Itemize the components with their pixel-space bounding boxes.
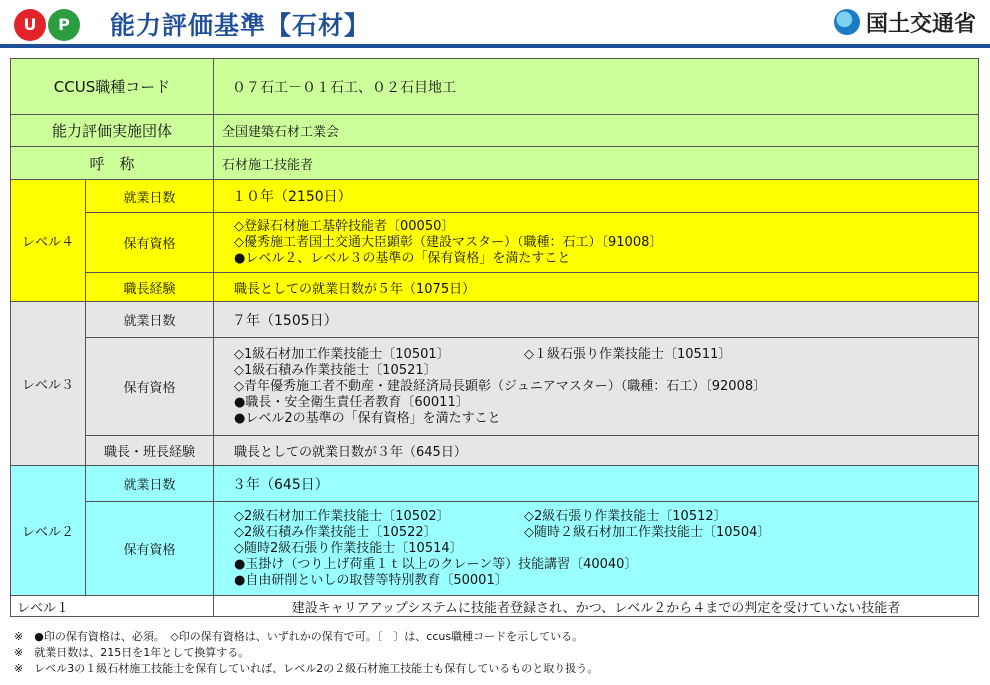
list-item: ●職長・安全衛生責任者教育〔60011〕 xyxy=(234,394,469,410)
level4-label: レベル４ xyxy=(11,180,86,302)
footnotes xyxy=(14,629,598,677)
level4-days-label: 就業日数 xyxy=(86,180,214,213)
list-item xyxy=(234,347,970,363)
ministry-brand xyxy=(834,6,976,38)
list-item: ◇登録石材施工基幹技能者〔00050〕 xyxy=(234,218,455,234)
list-item: ◇随時2級石張り作業技能士〔10514〕 xyxy=(234,540,463,556)
list-item: ●レベル２、レベル３の基準の「保有資格」を満たすこと xyxy=(234,250,571,266)
level4-exp-label: 職長経験 xyxy=(86,273,214,302)
evaluation-body-label: 能力評価実施団体 xyxy=(11,115,214,147)
level3-exp-label: 職長・班長経験 xyxy=(86,436,214,466)
list-item xyxy=(234,525,970,541)
list-item: ◇優秀施工者国土交通大臣顕彰（建設マスター）（職種：石工）〔91008〕 xyxy=(234,234,663,250)
ministry-name: 国土交通省 xyxy=(865,11,976,37)
level4-exp-row xyxy=(11,273,979,302)
list-item: ●玉掛け（つり上げ荷重１ｔ以上のクレーン等）技能講習〔40040〕 xyxy=(234,556,638,572)
level2-qual-row xyxy=(11,502,979,596)
level4-qual-label: 保有資格 xyxy=(86,213,214,273)
footnote: ※ レベル3の１級石材施工技能士を保有していれば、レベル2の２級石材施工技能士も保有しているものと取り扱う。 xyxy=(14,662,599,675)
level2-days-value: ３年（645日） xyxy=(214,466,979,502)
level3-qual-list xyxy=(214,338,979,436)
job-title-value: 石材施工技能者 xyxy=(214,147,979,180)
list-item-left: ◇2級石材加工作業技能士〔10502〕 xyxy=(234,508,450,524)
level2-qual-label: 保有資格 xyxy=(86,502,214,596)
list-item: ◇1級石積み作業技能士〔10521〕 xyxy=(234,362,437,378)
criteria-table xyxy=(10,58,979,617)
level4-days-row xyxy=(11,180,979,213)
up-logo xyxy=(10,5,90,43)
ccus-code-row xyxy=(11,59,979,115)
ccus-code-value: ０７石工－０１石工、０２石目地工 xyxy=(214,59,979,115)
list-item: ●自由研削といしの取替等特別教育〔50001〕 xyxy=(234,572,508,588)
list-item-left: ◇1級石材加工作業技能士〔10501〕 xyxy=(234,346,450,362)
list-item-right: ◇１級石張り作業技能士〔10511〕 xyxy=(524,346,732,362)
level4-qual-row xyxy=(11,213,979,273)
list-item xyxy=(234,509,970,525)
level3-exp-row xyxy=(11,436,979,466)
list-item-right: ◇随時２級石材加工作業技能士〔10504〕 xyxy=(524,524,771,540)
list-item: ◇青年優秀施工者不動産・建設経済局長顕彰（ジュニアマスター）（職種：石工）〔92008〕 xyxy=(234,378,767,394)
footnote: ※ ●印の保有資格は、必須。 ◇印の保有資格は、いずれかの保有で可。〔 〕は、ccus職種コードを示している。 xyxy=(14,630,584,643)
header xyxy=(0,0,990,46)
level3-days-value: ７年（1505日） xyxy=(214,302,979,338)
level3-days-row xyxy=(11,302,979,338)
level1-value: 建設キャリアアップシステムに技能者登録され、かつ、レベル２から４までの判定を受けていない技能者 xyxy=(214,596,979,617)
page-title: 能力評価基準【石材】 xyxy=(110,11,371,40)
level2-label: レベル２ xyxy=(11,466,86,596)
evaluation-body-value: 全国建築石材工業会 xyxy=(214,115,979,147)
level4-qual-list xyxy=(214,213,979,273)
level2-days-label: 就業日数 xyxy=(86,466,214,502)
level3-qual-label: 保有資格 xyxy=(86,338,214,436)
logo-letter-u: U xyxy=(14,9,46,41)
list-item-left: ◇2級石積み作業技能士〔10522〕 xyxy=(234,524,437,540)
level4-exp-value: 職長としての就業日数が５年（1075日） xyxy=(214,273,979,302)
evaluation-body-row xyxy=(11,115,979,147)
level2-qual-list xyxy=(214,502,979,596)
header-divider xyxy=(0,44,990,48)
footnote: ※ 就業日数は、215日を1年として換算する。 xyxy=(14,646,250,659)
job-title-row xyxy=(11,147,979,180)
logo-letter-p: P xyxy=(48,9,80,41)
mlit-logo-icon xyxy=(834,9,860,35)
level3-qual-row xyxy=(11,338,979,436)
level3-days-label: 就業日数 xyxy=(86,302,214,338)
ccus-code-label: CCUS職種コード xyxy=(11,59,214,115)
level3-exp-value: 職長としての就業日数が３年（645日） xyxy=(214,436,979,466)
level4-days-value: １０年（2150日） xyxy=(214,180,979,213)
level1-label: レベル１ xyxy=(11,596,214,617)
list-item: ●レベル2の基準の「保有資格」を満たすこと xyxy=(234,410,501,426)
level3-label: レベル３ xyxy=(11,302,86,466)
level1-row xyxy=(11,596,979,617)
level2-days-row xyxy=(11,466,979,502)
list-item-right: ◇2級石張り作業技能士〔10512〕 xyxy=(524,508,727,524)
job-title-label: 呼 称 xyxy=(11,147,214,180)
